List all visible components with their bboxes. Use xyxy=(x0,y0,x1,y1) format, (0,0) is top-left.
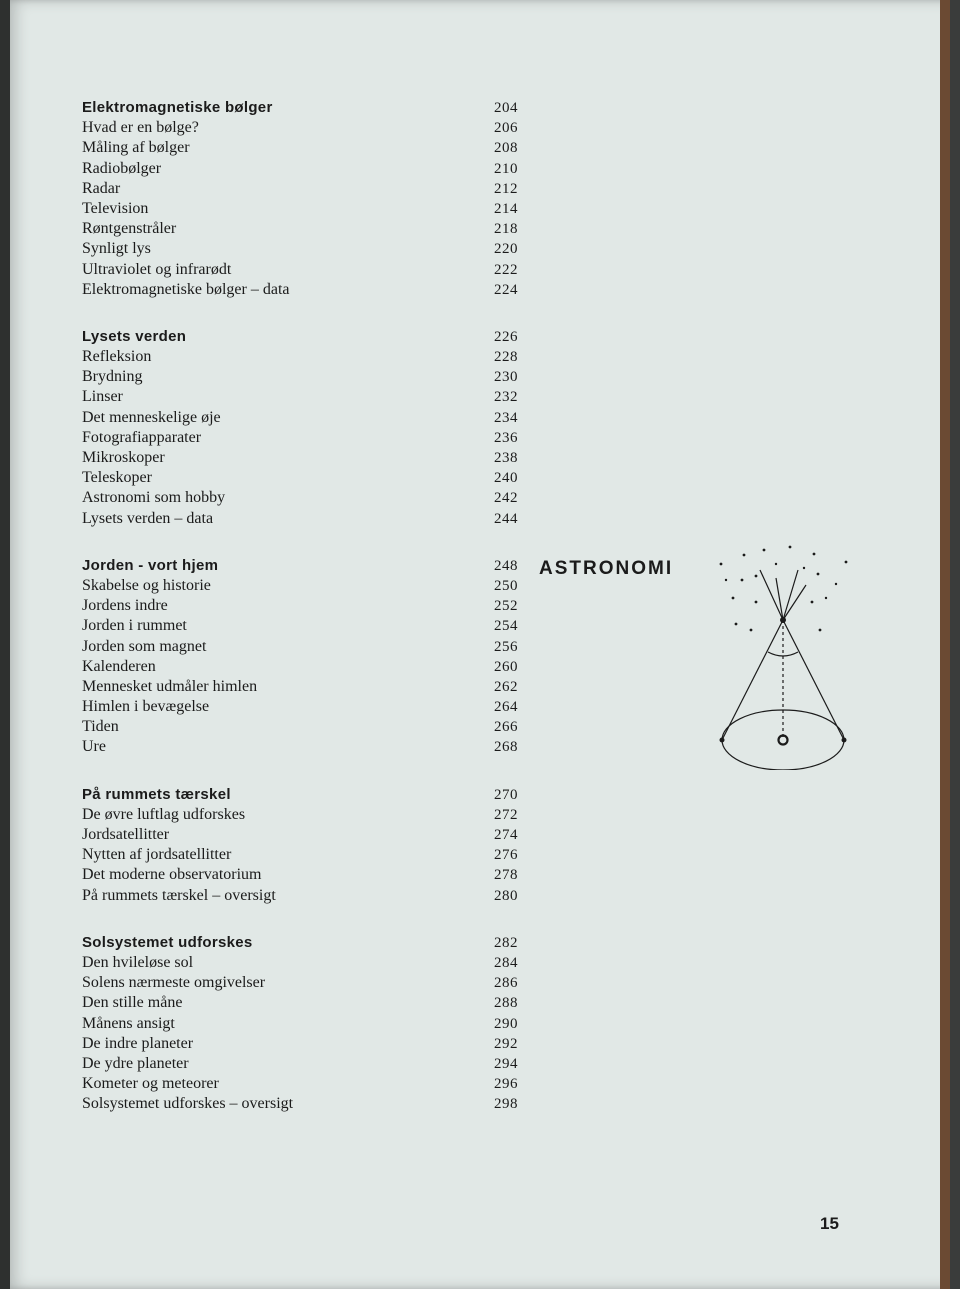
entry-page: 208 xyxy=(494,140,518,157)
entry-page: 234 xyxy=(494,409,518,426)
toc-section xyxy=(82,785,522,906)
toc-entry[interactable] xyxy=(82,488,522,508)
toc-entry[interactable] xyxy=(82,159,522,179)
entry-page: 212 xyxy=(494,180,518,197)
entry-title: Teleskoper xyxy=(82,469,152,487)
entry-title: De øvre luftlag udforskes xyxy=(82,805,246,823)
toc-entry[interactable] xyxy=(82,717,522,737)
toc-section-heading[interactable] xyxy=(82,327,522,347)
entry-page: 238 xyxy=(494,450,518,466)
toc-section-heading[interactable] xyxy=(82,785,522,805)
entry-title: Månens ansigt xyxy=(82,1014,175,1032)
entry-title: Kometer og meteorer xyxy=(82,1075,219,1093)
entry-title: Jorden i rummet xyxy=(82,617,187,635)
entry-title: Kalenderen xyxy=(82,657,156,675)
section-heading-title: Solsystemet udforskes xyxy=(82,933,253,951)
entry-title: Den hvileløse sol xyxy=(82,953,194,971)
entry-title: Det moderne observatorium xyxy=(82,866,262,884)
toc-entry[interactable] xyxy=(82,260,522,280)
entry-page: 230 xyxy=(494,369,518,386)
toc-section-heading[interactable] xyxy=(82,98,522,118)
entry-page: 228 xyxy=(494,349,518,366)
entry-title: Brydning xyxy=(82,368,143,386)
toc-entry[interactable] xyxy=(82,1094,522,1114)
entry-page: 278 xyxy=(494,867,518,884)
entry-title: Det menneskelige øje xyxy=(82,408,221,426)
entry-title: Linser xyxy=(82,388,123,406)
toc-entry[interactable] xyxy=(82,448,522,468)
entry-page: 240 xyxy=(494,470,518,487)
entry-title: Solens nærmeste omgivelser xyxy=(82,974,266,992)
toc-entry[interactable] xyxy=(82,886,522,906)
entry-title: Jorden som magnet xyxy=(82,637,207,655)
entry-page: 254 xyxy=(494,618,518,635)
section-heading-page: 248 xyxy=(494,557,518,574)
toc-entry[interactable] xyxy=(82,408,522,428)
entry-page: 262 xyxy=(494,678,518,695)
entry-title: Synligt lys xyxy=(82,240,151,258)
toc-entry[interactable] xyxy=(82,199,522,219)
toc-entry[interactable] xyxy=(82,616,522,636)
toc-entry[interactable] xyxy=(82,509,522,529)
entry-page: 276 xyxy=(494,847,518,864)
toc-section xyxy=(82,98,522,300)
entry-title: Den stille måne xyxy=(82,994,183,1012)
toc-section-heading[interactable] xyxy=(82,556,522,576)
entry-page: 222 xyxy=(494,261,518,278)
toc-entry[interactable] xyxy=(82,657,522,677)
toc-entry[interactable] xyxy=(82,468,522,488)
section-heading-page: 270 xyxy=(494,786,518,803)
entry-title: Television xyxy=(82,199,149,217)
entry-page: 274 xyxy=(494,827,518,843)
entry-page: 268 xyxy=(494,739,518,756)
page-number: 15 xyxy=(820,1214,839,1233)
toc-entry[interactable] xyxy=(82,280,522,300)
toc-entry[interactable] xyxy=(82,367,522,387)
toc-entry[interactable] xyxy=(82,993,522,1013)
entry-title: Ultraviolet og infrarødt xyxy=(82,260,232,278)
section-heading-title: Elektromagnetiske bølger xyxy=(82,99,273,116)
toc-entry[interactable] xyxy=(82,219,522,239)
toc-section xyxy=(82,327,522,529)
entry-title: Elektromagnetiske bølger – data xyxy=(82,280,290,298)
entry-page: 252 xyxy=(494,598,518,615)
entry-title: Mikroskoper xyxy=(82,449,165,466)
entry-title: Måling af bølger xyxy=(82,139,190,157)
entry-title: Røntgenstråler xyxy=(82,220,177,238)
table-of-contents xyxy=(82,98,522,1141)
toc-entry[interactable] xyxy=(82,953,522,973)
entry-page: 250 xyxy=(494,577,518,594)
toc-entry[interactable] xyxy=(82,637,522,657)
section-heading-title: Jorden - vort hjem xyxy=(82,556,219,574)
section-heading-title: På rummets tærskel xyxy=(82,785,231,803)
entry-title: Hvad er en bølge? xyxy=(82,119,199,137)
entry-page: 294 xyxy=(494,1055,518,1072)
toc-entry[interactable] xyxy=(82,347,522,367)
entry-page: 244 xyxy=(494,510,518,527)
toc-section xyxy=(82,556,522,758)
section-heading-page: 282 xyxy=(494,934,518,951)
toc-section xyxy=(82,933,522,1115)
entry-title: Skabelse og historie xyxy=(82,576,211,594)
entry-page: 242 xyxy=(494,490,518,507)
entry-title: Refleksion xyxy=(82,348,152,366)
toc-section-heading[interactable] xyxy=(82,933,522,953)
entry-title: Jordens indre xyxy=(82,597,168,615)
toc-entry[interactable] xyxy=(82,1054,522,1074)
entry-page: 260 xyxy=(494,658,518,675)
toc-entry[interactable] xyxy=(82,138,522,158)
entry-page: 296 xyxy=(494,1076,518,1093)
entry-page: 280 xyxy=(494,887,518,904)
entry-page: 206 xyxy=(494,120,518,137)
entry-page: 284 xyxy=(494,954,518,971)
entry-page: 286 xyxy=(494,975,518,992)
entry-title: Tiden xyxy=(82,718,119,736)
entry-title: Solsystemet udforskes – oversigt xyxy=(82,1095,294,1113)
entry-title: Ure xyxy=(82,738,106,756)
toc-entry[interactable] xyxy=(82,805,522,825)
entry-title: De ydre planeter xyxy=(82,1054,189,1072)
page-edge xyxy=(940,0,950,1289)
toc-entry[interactable] xyxy=(82,973,522,993)
section-heading-page: 204 xyxy=(494,100,518,116)
entry-title: Fotografiapparater xyxy=(82,428,202,446)
toc-entry[interactable] xyxy=(82,825,522,845)
toc-entry[interactable] xyxy=(82,239,522,259)
toc-entry[interactable] xyxy=(82,428,522,448)
entry-page: 214 xyxy=(494,200,518,217)
toc-entry[interactable] xyxy=(82,576,522,596)
entry-title: Radiobølger xyxy=(82,159,162,177)
toc-entry[interactable] xyxy=(82,1074,522,1094)
entry-page: 292 xyxy=(494,1035,518,1052)
entry-title: Himlen i bevægelse xyxy=(82,698,210,716)
toc-entry[interactable] xyxy=(82,1034,522,1054)
section-heading-title: Lysets verden xyxy=(82,327,187,345)
entry-title: Lysets verden – data xyxy=(82,509,214,527)
entry-title: På rummets tærskel – oversigt xyxy=(82,886,276,904)
entry-page: 236 xyxy=(494,429,518,446)
toc-entry[interactable] xyxy=(82,845,522,865)
toc-entry[interactable] xyxy=(82,697,522,717)
entry-title: Jordsatellitter xyxy=(82,826,170,843)
entry-page: 224 xyxy=(494,281,518,298)
toc-entry[interactable] xyxy=(82,596,522,616)
toc-entry[interactable] xyxy=(82,865,522,885)
entry-page: 220 xyxy=(494,241,518,258)
book-spine xyxy=(0,0,10,1289)
entry-title: De indre planeter xyxy=(82,1034,194,1052)
entry-page: 272 xyxy=(494,806,518,823)
toc-entry[interactable] xyxy=(82,737,522,757)
toc-entry[interactable] xyxy=(82,179,522,199)
toc-entry[interactable] xyxy=(82,387,522,407)
toc-entry[interactable] xyxy=(82,677,522,697)
toc-entry[interactable] xyxy=(82,118,522,138)
entry-title: Mennesket udmåler himlen xyxy=(82,677,258,695)
section-heading-page: 226 xyxy=(494,328,518,345)
entry-page: 218 xyxy=(494,221,518,238)
toc-entry[interactable] xyxy=(82,1014,522,1034)
entry-title: Nytten af jordsatellitter xyxy=(82,846,232,864)
entry-page: 266 xyxy=(494,719,518,736)
entry-title: Radar xyxy=(82,179,121,197)
entry-page: 232 xyxy=(494,389,518,406)
entry-page: 210 xyxy=(494,160,518,177)
observer-cone-stars-icon xyxy=(706,540,856,770)
entry-page: 298 xyxy=(494,1096,518,1113)
entry-page: 288 xyxy=(494,995,518,1012)
entry-page: 256 xyxy=(494,638,518,655)
entry-title: Astronomi som hobby xyxy=(82,489,226,507)
astronomi-heading: ASTRONOMI xyxy=(539,558,674,579)
entry-page: 290 xyxy=(494,1015,518,1032)
entry-page: 264 xyxy=(494,699,518,716)
